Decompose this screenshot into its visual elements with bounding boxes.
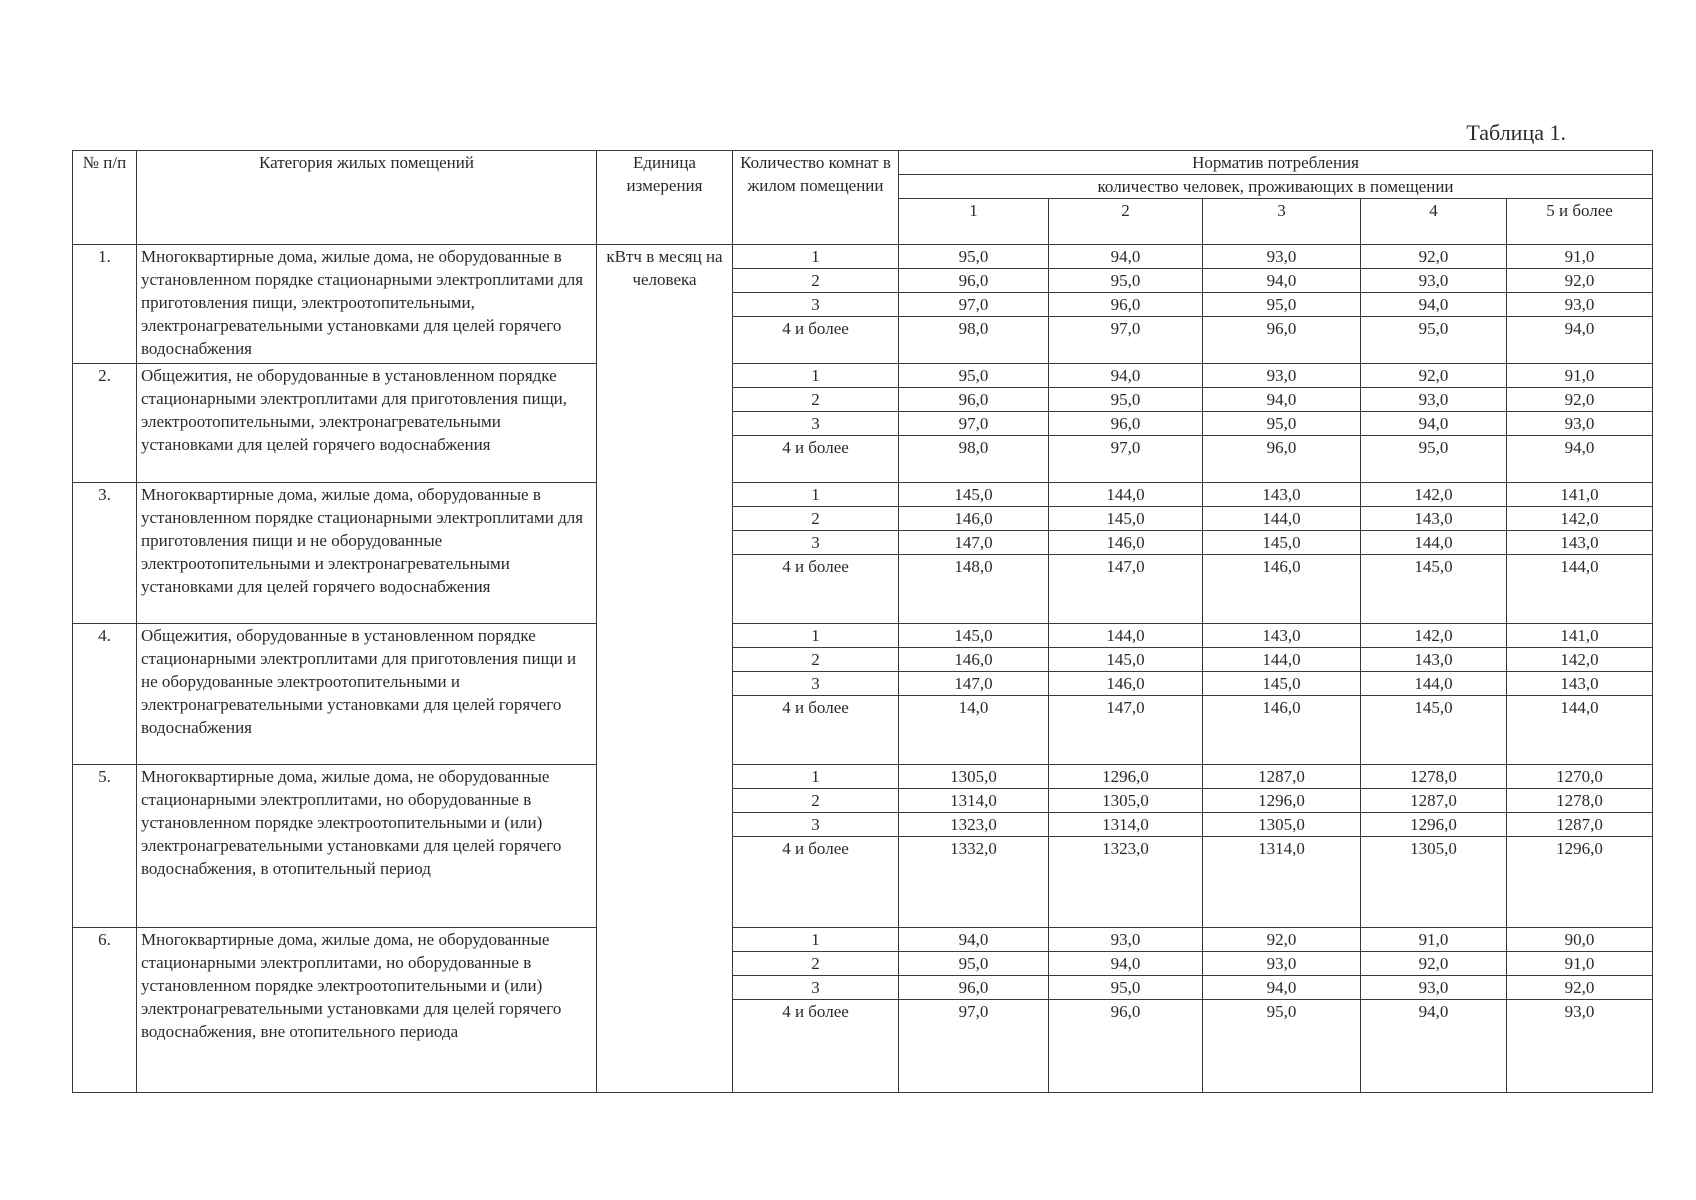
rooms-cell: 4 и более [733, 555, 899, 624]
norm-value-cell: 92,0 [1361, 364, 1507, 388]
header-num: № п/п [73, 151, 137, 245]
table-row [73, 624, 1653, 648]
norm-value-cell: 145,0 [1203, 531, 1361, 555]
rooms-cell: 3 [733, 293, 899, 317]
table-row [73, 928, 1653, 952]
rooms-cell: 2 [733, 388, 899, 412]
norm-value-cell: 98,0 [899, 317, 1049, 364]
table-body [73, 245, 1653, 1093]
norm-value-cell: 94,0 [1507, 317, 1653, 364]
norm-value-cell: 95,0 [1203, 293, 1361, 317]
norm-value-cell: 1305,0 [1361, 837, 1507, 928]
header-people-2: 2 [1049, 199, 1203, 245]
norm-value-cell: 92,0 [1203, 928, 1361, 952]
norm-value-cell: 1305,0 [1203, 813, 1361, 837]
norm-value-cell: 92,0 [1361, 245, 1507, 269]
norm-value-cell: 95,0 [1203, 412, 1361, 436]
norm-value-cell: 147,0 [1049, 555, 1203, 624]
header-rooms: Количество комнат в жилом помещении [733, 151, 899, 245]
norm-value-cell: 1314,0 [1049, 813, 1203, 837]
norm-value-cell: 94,0 [1049, 245, 1203, 269]
norm-value-cell: 97,0 [1049, 436, 1203, 483]
norm-value-cell: 91,0 [1361, 928, 1507, 952]
norm-value-cell: 1323,0 [1049, 837, 1203, 928]
rooms-cell: 1 [733, 364, 899, 388]
table-row [73, 483, 1653, 507]
norm-value-cell: 96,0 [1203, 436, 1361, 483]
norm-value-cell: 91,0 [1507, 364, 1653, 388]
norm-value-cell: 94,0 [1361, 293, 1507, 317]
norm-value-cell: 94,0 [1203, 388, 1361, 412]
norm-value-cell: 96,0 [1049, 412, 1203, 436]
norm-value-cell: 94,0 [1361, 412, 1507, 436]
norm-value-cell: 144,0 [1203, 648, 1361, 672]
norm-value-cell: 143,0 [1361, 507, 1507, 531]
norm-value-cell: 1296,0 [1049, 765, 1203, 789]
row-number: 4. [73, 624, 137, 765]
norm-value-cell: 1305,0 [899, 765, 1049, 789]
norm-value-cell: 143,0 [1361, 648, 1507, 672]
norm-value-cell: 146,0 [1049, 531, 1203, 555]
header-unit: Единица измерения [597, 151, 733, 245]
norm-value-cell: 144,0 [1507, 696, 1653, 765]
norm-value-cell: 142,0 [1361, 624, 1507, 648]
norm-value-cell: 96,0 [899, 976, 1049, 1000]
norm-value-cell: 147,0 [899, 672, 1049, 696]
category-cell: Многоквартирные дома, жилые дома, не оборудованные в установленном порядке стационарными электроплитами для приготовления пищи, электроотопительными, электронагревательными установками для целей горячего водоснабжения [137, 245, 597, 364]
norm-value-cell: 94,0 [1203, 976, 1361, 1000]
norm-value-cell: 91,0 [1507, 952, 1653, 976]
norm-value-cell: 1287,0 [1203, 765, 1361, 789]
norm-value-cell: 94,0 [1049, 364, 1203, 388]
row-number: 1. [73, 245, 137, 364]
norm-value-cell: 145,0 [899, 624, 1049, 648]
norm-value-cell: 92,0 [1361, 952, 1507, 976]
norm-value-cell: 93,0 [1203, 245, 1361, 269]
header-people: количество человек, проживающих в помещении [899, 175, 1653, 199]
norm-value-cell: 94,0 [1507, 436, 1653, 483]
norm-value-cell: 94,0 [899, 928, 1049, 952]
norm-value-cell: 141,0 [1507, 483, 1653, 507]
norm-value-cell: 147,0 [1049, 696, 1203, 765]
norm-value-cell: 95,0 [1049, 269, 1203, 293]
norm-value-cell: 1278,0 [1507, 789, 1653, 813]
norm-value-cell: 93,0 [1049, 928, 1203, 952]
header-people-1: 1 [899, 199, 1049, 245]
row-number: 2. [73, 364, 137, 483]
norm-value-cell: 144,0 [1049, 624, 1203, 648]
norm-value-cell: 92,0 [1507, 388, 1653, 412]
rooms-cell: 4 и более [733, 317, 899, 364]
rooms-cell: 2 [733, 269, 899, 293]
rooms-cell: 2 [733, 648, 899, 672]
rooms-cell: 4 и более [733, 696, 899, 765]
norm-value-cell: 1323,0 [899, 813, 1049, 837]
header-norm: Норматив потребления [899, 151, 1653, 175]
norm-value-cell: 144,0 [1361, 672, 1507, 696]
category-cell: Общежития, оборудованные в установленном порядке стационарными электроплитами для приготовления пищи и не оборудованные электроотопительными и электронагревательными установками для целей горячего водоснабжения [137, 624, 597, 765]
norm-value-cell: 95,0 [1203, 1000, 1361, 1093]
norm-value-cell: 1287,0 [1361, 789, 1507, 813]
row-number: 5. [73, 765, 137, 928]
header-category: Категория жилых помещений [137, 151, 597, 245]
rooms-cell: 2 [733, 507, 899, 531]
norm-value-cell: 1287,0 [1507, 813, 1653, 837]
rooms-cell: 3 [733, 813, 899, 837]
header-people-5plus: 5 и более [1507, 199, 1653, 245]
norm-value-cell: 148,0 [899, 555, 1049, 624]
norm-value-cell: 92,0 [1507, 976, 1653, 1000]
norm-value-cell: 142,0 [1507, 648, 1653, 672]
norm-value-cell: 145,0 [1049, 507, 1203, 531]
norm-value-cell: 91,0 [1507, 245, 1653, 269]
norm-value-cell: 147,0 [899, 531, 1049, 555]
norm-value-cell: 96,0 [1049, 1000, 1203, 1093]
norm-value-cell: 93,0 [1507, 1000, 1653, 1093]
category-cell: Многоквартирные дома, жилые дома, не оборудованные стационарными электроплитами, но оборудованные в установленном порядке электроотопительными и (или) электронагревательными установками для целей горячего водоснабжения, в отопительный период [137, 765, 597, 928]
norm-value-cell: 95,0 [1049, 976, 1203, 1000]
norm-value-cell: 143,0 [1203, 483, 1361, 507]
norm-value-cell: 96,0 [1049, 293, 1203, 317]
norm-value-cell: 98,0 [899, 436, 1049, 483]
norm-value-cell: 141,0 [1507, 624, 1653, 648]
norm-value-cell: 146,0 [1203, 555, 1361, 624]
rooms-cell: 1 [733, 765, 899, 789]
norm-value-cell: 94,0 [1049, 952, 1203, 976]
norm-value-cell: 93,0 [1361, 269, 1507, 293]
norm-value-cell: 93,0 [1507, 412, 1653, 436]
norm-value-cell: 1305,0 [1049, 789, 1203, 813]
norm-value-cell: 92,0 [1507, 269, 1653, 293]
norm-value-cell: 146,0 [899, 648, 1049, 672]
norm-value-cell: 95,0 [899, 952, 1049, 976]
header-people-4: 4 [1361, 199, 1507, 245]
norm-value-cell: 145,0 [1049, 648, 1203, 672]
norm-value-cell: 97,0 [1049, 317, 1203, 364]
norm-value-cell: 144,0 [1049, 483, 1203, 507]
norm-value-cell: 94,0 [1361, 1000, 1507, 1093]
norm-value-cell: 95,0 [1049, 388, 1203, 412]
norm-value-cell: 145,0 [1361, 555, 1507, 624]
norm-value-cell: 94,0 [1203, 269, 1361, 293]
header-people-3: 3 [1203, 199, 1361, 245]
norm-value-cell: 143,0 [1203, 624, 1361, 648]
norm-value-cell: 146,0 [899, 507, 1049, 531]
row-number: 3. [73, 483, 137, 624]
norm-value-cell: 1270,0 [1507, 765, 1653, 789]
rooms-cell: 3 [733, 976, 899, 1000]
norm-value-cell: 145,0 [1203, 672, 1361, 696]
norm-value-cell: 97,0 [899, 412, 1049, 436]
norm-value-cell: 95,0 [899, 364, 1049, 388]
norm-value-cell: 144,0 [1361, 531, 1507, 555]
table-caption: Таблица 1. [1466, 120, 1566, 145]
norm-value-cell: 1296,0 [1203, 789, 1361, 813]
norm-value-cell: 146,0 [1049, 672, 1203, 696]
norm-value-cell: 97,0 [899, 293, 1049, 317]
norm-value-cell: 93,0 [1203, 364, 1361, 388]
norm-value-cell: 142,0 [1361, 483, 1507, 507]
norm-value-cell: 96,0 [899, 388, 1049, 412]
rooms-cell: 3 [733, 531, 899, 555]
rooms-cell: 3 [733, 672, 899, 696]
unit-cell: кВтч в месяц на человека [597, 245, 733, 1093]
rooms-cell: 1 [733, 624, 899, 648]
norm-value-cell: 144,0 [1507, 555, 1653, 624]
table-row [73, 245, 1653, 269]
norm-value-cell: 1332,0 [899, 837, 1049, 928]
norm-value-cell: 93,0 [1507, 293, 1653, 317]
norm-value-cell: 95,0 [1361, 317, 1507, 364]
rooms-cell: 1 [733, 928, 899, 952]
rooms-cell: 4 и более [733, 837, 899, 928]
norm-value-cell: 1314,0 [1203, 837, 1361, 928]
norm-value-cell: 95,0 [899, 245, 1049, 269]
norm-value-cell: 144,0 [1203, 507, 1361, 531]
norm-value-cell: 1278,0 [1361, 765, 1507, 789]
norm-value-cell: 95,0 [1361, 436, 1507, 483]
table-row [73, 765, 1653, 789]
norm-value-cell: 93,0 [1361, 976, 1507, 1000]
rooms-cell: 2 [733, 952, 899, 976]
row-number: 6. [73, 928, 137, 1093]
table-row [73, 364, 1653, 388]
rooms-cell: 1 [733, 483, 899, 507]
norm-value-cell: 142,0 [1507, 507, 1653, 531]
norm-value-cell: 14,0 [899, 696, 1049, 765]
norm-value-cell: 145,0 [899, 483, 1049, 507]
consumption-norms-table [72, 150, 1653, 1093]
norm-value-cell: 146,0 [1203, 696, 1361, 765]
norm-value-cell: 90,0 [1507, 928, 1653, 952]
rooms-cell: 4 и более [733, 1000, 899, 1093]
norm-value-cell: 143,0 [1507, 672, 1653, 696]
norm-value-cell: 143,0 [1507, 531, 1653, 555]
norm-value-cell: 93,0 [1203, 952, 1361, 976]
category-cell: Общежития, не оборудованные в установленном порядке стационарными электроплитами для приготовления пищи, электроотопительными, электронагревательными установками для целей горячего водоснабжения [137, 364, 597, 483]
norm-value-cell: 97,0 [899, 1000, 1049, 1093]
norm-value-cell: 1296,0 [1507, 837, 1653, 928]
norm-value-cell: 1296,0 [1361, 813, 1507, 837]
norm-value-cell: 1314,0 [899, 789, 1049, 813]
norm-value-cell: 96,0 [899, 269, 1049, 293]
rooms-cell: 2 [733, 789, 899, 813]
rooms-cell: 4 и более [733, 436, 899, 483]
norm-value-cell: 96,0 [1203, 317, 1361, 364]
rooms-cell: 3 [733, 412, 899, 436]
norm-value-cell: 93,0 [1361, 388, 1507, 412]
norm-value-cell: 145,0 [1361, 696, 1507, 765]
category-cell: Многоквартирные дома, жилые дома, оборудованные в установленном порядке стационарными электроплитами для приготовления пищи и не оборудованные электроотопительными и электронагревательными установками для целей горячего водоснабжения [137, 483, 597, 624]
category-cell: Многоквартирные дома, жилые дома, не оборудованные стационарными электроплитами, но оборудованные в установленном порядке электроотопительными и (или) электронагревательными установками для целей горячего водоснабжения, вне отопительного периода [137, 928, 597, 1093]
rooms-cell: 1 [733, 245, 899, 269]
